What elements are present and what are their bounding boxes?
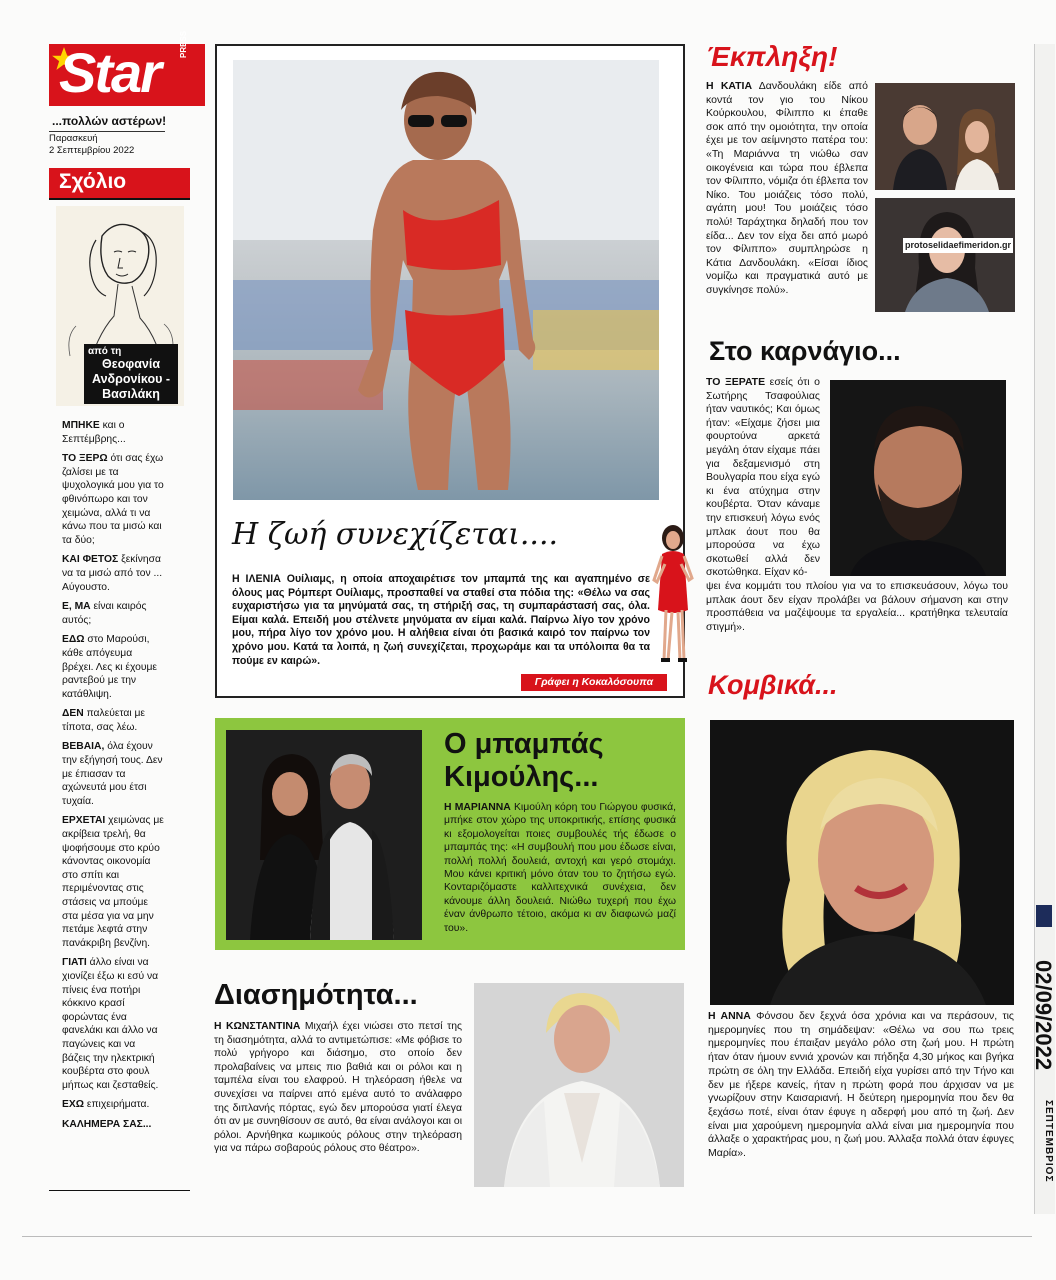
sxolio-item: ΚΑΛΗΜΕΡΑ ΣΑΣ...: [62, 1118, 152, 1130]
kombika-lead: Η ΑΝΝΑ: [708, 1010, 751, 1022]
kombika-body: [708, 1010, 1014, 1161]
zoi-text: η οποία αποχαιρέτισε τον μπαμπά της και αγαπημένο σε όλους μας Ρόμπερτ Ουίλιαμς, προσπαθεί να σταθεί στα πόδια της: «Θέλω να σας ευχαριστήσω για τα μηνύματά σας, τη στήριξή σας, τη συμπαράστασή σας, όλα. Είμαι καλά. Επειδή μου στέλνετε μηνύματα αν είμαι καλά. Παίρνω λίγο τον χρόνο μου, πήρα λίγο τον χρόνο μου. Η αλήθεια είναι ότι βασικά καιρό τον παίρνω τον χρόνο μου. Κατά τα λοιπά, η ζωή συνεχίζεται, προχωράμε και τα υπόλοιπα θα τα πούμε εν καιρώ».: [232, 573, 650, 667]
masthead-date: 2 Σεπτεμβρίου 2022: [49, 145, 135, 156]
mpampas-text: Κιμούλη κόρη του Γιώργου φυσικά, μπήκε στον χώρο της υποκριτικής, επίσης φυσικά κι εξομολογείται ποιες συμβουλές τής έδωσε ο μπαμπάς της: «Η συμβουλή που μου έδωσε είναι, πολλή πολλή δουλειά, αντοχή και γερό στομάχι. Μου κάνει κριτική μόνο όταν του το ζητήσω εγώ. Κονταριζόμαστε καλλιτεχνικά συνέχεια, δεν κάνουμε άλλη δουλειά. Νιώθω τυχερή που έχω έναν άνθρωπο τέτοιο, ακόμα κι αν διαφωνώ μαζί του».: [444, 802, 676, 934]
sxolio-item: ΕΧΩ επιχειρήματα.: [62, 1099, 150, 1111]
sxolio-item: ΒΕΒΑΙΑ, όλα έχουν την εξήγησή τους. Δεν με έπιασαν τα αχώνευτά μου έτσι τυχαία.: [62, 741, 163, 807]
sxolio-item: ΓΙΑΤΙ άλλο είναι να χιονίζει έξω κι εσύ να πίνεις ένα ποτήρι κόκκινο κρασί φορώντας ένα φανελάκι και άλλο να παγώνεις και να βάζεις την ηλεκτρική κουβέρτα στο φουλ μήπως και ζεσταθείς.: [62, 957, 159, 1091]
edge-marker: [1036, 905, 1052, 927]
diasimotita-headline: Διασημότητα...: [214, 979, 418, 1011]
mpampas-headline-line2: Κιμούλης...: [444, 761, 599, 793]
sxolio-item: ΜΠΗΚΕ και ο Σεπτέμβρης...: [62, 420, 126, 445]
kokalosoupa-illustration: [648, 520, 698, 670]
sxolio-item: ΔΕΝ παλεύεται με τίποτα, σας λέω.: [62, 708, 145, 733]
zoi-photo: [233, 60, 659, 500]
karnagio-photo-art: [830, 380, 1006, 576]
diasimotita-photo-art: [474, 983, 684, 1187]
zoi-body: [232, 573, 650, 668]
masthead-logo-small: PRESS: [179, 30, 188, 58]
kombika-photo-art: [710, 720, 1014, 1005]
sxolio-column-bottom-rule: [49, 1190, 190, 1191]
ekplixi-body: [706, 80, 868, 298]
zoi-lead: Η ΙΛΕΝΙΑ Ουίλιαμς,: [232, 573, 335, 585]
zoi-signature: Γράφει η Κοκαλόσουπα: [521, 674, 667, 691]
karnagio-photo: [830, 380, 1006, 576]
sxolio-byline-prefix: από τη: [88, 346, 122, 357]
ekplixi-photo-top-art: [875, 83, 1015, 190]
diasimotita-body: [214, 1020, 462, 1156]
kombika-photo: [710, 720, 1014, 1005]
ekplixi-text: Δανδουλάκη είδε από κοντά τον γιο του Νίκου Κούρκουλου, Φίλιππο κι έπαθε σοκ από την ομοιότητα, την οποία έχει με τον αείμνηστο πατέρα του: «Τη Μαριάννα τη νιώθω σαν οικογένεια και τώρα που έβλεπα τον Φίλιππο, νόμιζα ότι έβλεπα τον Νίκο. Του μοιάζεις τόσο πολύ, αγάπη μου! Του μοιάζεις τόσο πολύ! Ταράχτηκα δηλαδή που τον είδα... Δεν τον είχα δει από μωρό τον Φίλιππο» συμπληρώσε η Κάτια Δανδουλάκη. «Είσαι ίδιος νομίζω και πραγματικά αυτό με συγκίνησε πολύ».: [706, 80, 868, 296]
sxolio-body: [62, 419, 166, 1138]
mpampas-lead: Η ΜΑΡΙΑΝΝΑ: [444, 802, 511, 813]
masthead-day: Παρασκευή: [49, 133, 98, 144]
masthead-logo: [49, 30, 205, 106]
diasimotita-photo: [474, 983, 684, 1187]
sxolio-item: ΚΑΙ ΦΕΤΟΣ ξεκίνησα να τα μισώ από τον ... Αύγουστο.: [62, 554, 163, 593]
ekplixi-photo-top: [875, 83, 1015, 190]
karnagio-lead: ΤΟ ΞΕΡΑΤΕ: [706, 376, 766, 388]
karnagio-body-wide: ψει ένα κομμάτι του πλοίου για να το επισκευάσουν, λόγω του μπλακ άουτ δεν είχαν προλάβει να βάλουν σήμανση και στην προσπάθεια να μαζέψουμε τα εργαλεία... κρατήθηκα τελευταία στιγμή».: [706, 580, 1008, 633]
page-bottom-rule: [22, 1236, 1032, 1237]
sxolio-item: ΕΔΩ στο Μαρούσι, κάθε απόγευμα βρέχει. Λες κι έχουμε ραντεβού με την κατάθλιψη.: [62, 634, 157, 700]
sxolio-item: ΤΟ ΞΕΡΩ ότι σας έχω ζαλίσει με τα ψυχολογικά μου για το φθινόπωρο και τον χειμώνα, αλλά τι να κάνω που τα μισώ και τα δύο;: [62, 453, 164, 546]
karnagio-body-narrow: [706, 376, 820, 580]
mpampas-photo-art: [226, 730, 422, 940]
mpampas-body: [444, 801, 676, 935]
sxolio-item: Ε, ΜΑ είναι καιρός αυτός;: [62, 601, 147, 626]
ekplixi-headline: Έκπληξη!: [706, 41, 838, 72]
masthead-tagline: ...πολλών αστέρων!: [52, 114, 167, 128]
mpampas-photo: [226, 730, 422, 940]
sxolio-item: ΕΡΧΕΤΑΙ χειμώνας με ακρίβεια τρελή, θα ψοφήσουμε στο κρύο κάνοντας οικονομία στο σπίτι και περιμένοντας στις στάσεις να μπούμε στα μέσα για να μην πετάμε λεφτά στην πανάκριβη βενζίνη.: [62, 815, 164, 949]
edge-month: ΣΕΠΤΕΜΒΡΙΟΣ: [1043, 1100, 1054, 1183]
diasimotita-text: Μιχαήλ έχει νιώσει στο πετσί της τη διασημότητα, αλλά το αντιμετώπισε: «Με φόβισε το πολύ γρήγορο και διάσημο, στο οποίο δεν προλαβαίνεις να μπεις πιο βαθιά και οι ρόλοι και η ταμπέλα είναι του ελαφρού. Η τηλεόραση ήθελε να συνεχίσει να παίρνει από εμένα αυτό το ανάλαφρο της διπλανής πόρτας, εγώ δεν μπορούσα γιατί έλεγα ότι αν με συνηθίσουν σε αυτό, θα είναι ανάλογοι και οι ρόλοι. Αρνήθηκα κωμικούς ρόλους στην τηλεόραση για να πάρω σοβαρούς ρόλους στο θέατρο».: [214, 1021, 462, 1155]
zoi-photo-art: [233, 60, 659, 500]
zoi-headline: Η ζωή συνεχίζεται....: [232, 517, 559, 552]
ekplixi-photo-bottom-art: [875, 198, 1015, 312]
diasimotita-lead: Η ΚΩΝΣΤΑΝΤΙΝΑ: [214, 1021, 301, 1032]
ekplixi-lead: Η ΚΑΤΙΑ: [706, 80, 753, 92]
masthead-logo-text: Star: [59, 41, 160, 104]
ekplixi-photo-bottom: [875, 198, 1015, 312]
sxolio-byline: [84, 344, 178, 404]
karnagio-headline: Στο καρνάγιο...: [709, 336, 901, 366]
kombika-headline: Κομβικά...: [708, 670, 838, 700]
sxolio-byline-name: Θεοφανία Ανδρονίκου - Βασιλάκη: [92, 357, 170, 401]
sxolio-column-rule: [49, 198, 190, 200]
ekplixi-watermark: protoselidaefimeridon.gr: [903, 238, 1013, 253]
edge-date: 02/09/2022: [1031, 960, 1056, 1071]
mpampas-headline-line1: Ο μπαμπάς: [444, 728, 604, 760]
sxolio-title: Σχόλιο: [59, 170, 127, 193]
mpampas-headline: [444, 728, 604, 794]
masthead-date-box: [49, 131, 165, 159]
sxolio-header: [49, 168, 190, 198]
karnagio-text-narrow: εσείς ότι ο Σωτήρης Τσαφούλιας ήταν ναυτικός; Και όμως ήταν: «Είχαμε ζήσει μια φουρτούνα αρκετά μεγάλη όταν είχαμε πάει για δεξαμενισμό στη Βουλγαρία που είχα εγώ κι ένα ατύχημα στην κουβέρτα. Όταν κάναμε την επισκευή λόγω ενός μπλακ άουτ που θα μπορούσα να έχω σκοτωθεί αλλά δεν σκοτώθηκα. Είχαν κό-: [706, 376, 821, 579]
kombika-text: Φόνσου δεν ξεχνά όσα χρόνια και να περάσουν, τις ημερομηνίες που τη σημάδεψαν: «Θέλω να σου πω τρεις ημερομηνίες που έπαιξαν μεγάλο ρόλο στη ζωή μου. Η πρώτη ήταν όταν ήμουν εννιά χρονών και πήδηξα 4,30 μήκος και βγήκα πρώτη σε όλη την Ελλάδα. Επειδή είχα γυρίσει από την Τήνο και δεν με ήξερε κανείς, ήταν η πρώτη φορά που άρχισαν να με γνωρίζουν στην Καισαριανή. Η δεύτερη ημερομηνία που δεν θα ξεχάσω ποτέ, είναι όταν έφυγε η αδερφή μου από τη ζωή. Δεν είναι μια χαρούμενη ημερομηνία αλλά είναι μια ημερομηνία που άλλαξε ο χαρακτήρας μου, η ζωή μου. Άλλαξα πολλά όταν έφυγες Μαρία».: [708, 1010, 1014, 1160]
